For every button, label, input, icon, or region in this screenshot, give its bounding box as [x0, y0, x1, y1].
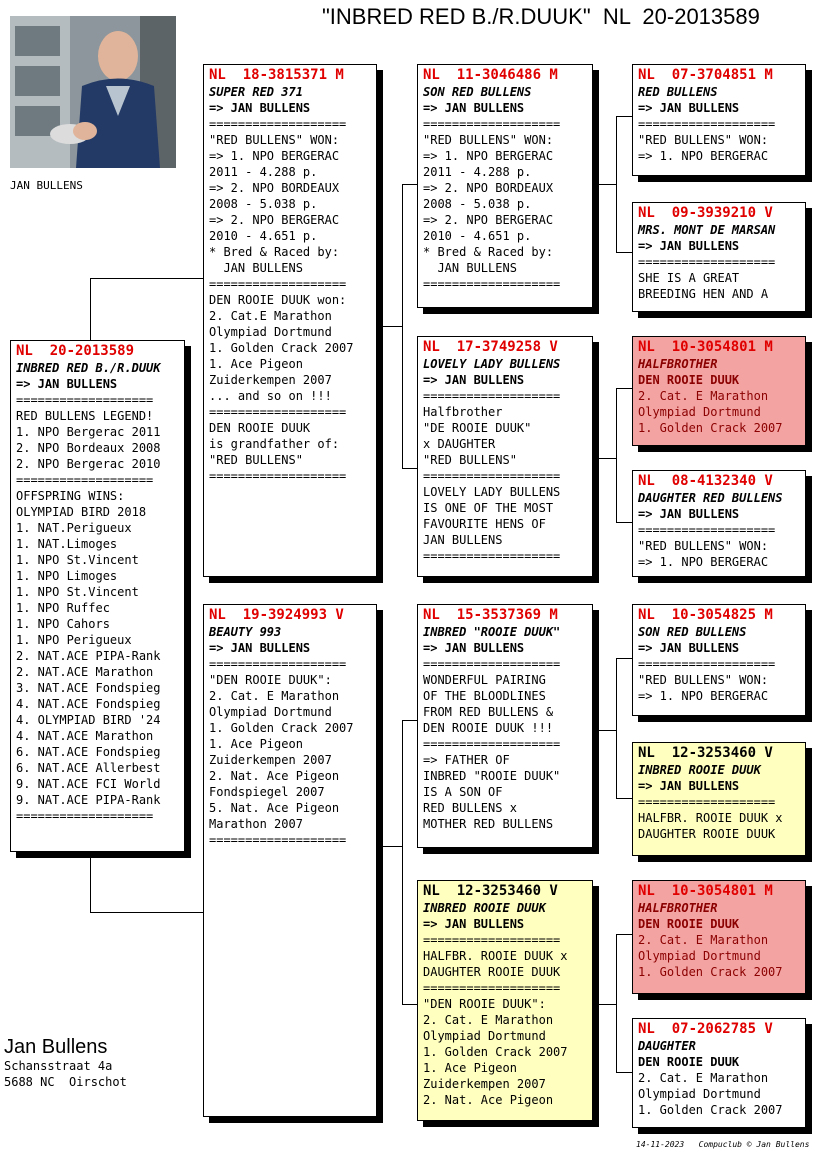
connector-line — [592, 184, 617, 185]
info-line: =================== — [209, 657, 347, 671]
info-line: 9. NAT.ACE FCI World — [16, 777, 161, 791]
info-line: JAN BULLENS — [423, 533, 503, 547]
info-line: Olympiad Dortmund — [209, 705, 332, 719]
connector-line — [616, 388, 617, 522]
ring-number: NL 20-2013589 — [16, 343, 135, 359]
pigeon-name: RED BULLENS — [638, 85, 718, 99]
info-line: 2008 - 5.038 p. — [209, 197, 318, 211]
owner-line: => JAN BULLENS — [638, 641, 740, 655]
info-line: 1. Golden Crack 2007 — [423, 1045, 568, 1059]
info-line: =================== — [638, 657, 776, 671]
info-line: is grandfather of: — [209, 437, 340, 451]
info-line: =================== — [209, 117, 347, 131]
ring-number: NL 07-2062785 V — [638, 1021, 773, 1037]
info-line: 2. Nat. Ace Pigeon — [423, 1093, 554, 1107]
info-line: =================== — [638, 255, 776, 269]
info-line: DEN ROOIE DUUK won: — [209, 293, 347, 307]
info-line: =================== — [423, 737, 561, 751]
info-line: 3. NAT.ACE Fondspieg — [16, 681, 161, 695]
info-line: JAN BULLENS — [423, 261, 517, 275]
info-line: 1. NAT.Limoges — [16, 537, 118, 551]
ring-number: NL 12-3253460 V — [423, 883, 558, 899]
info-line: * Bred & Raced by: — [209, 245, 340, 259]
info-line: 1. NPO Perigueux — [16, 633, 132, 647]
pigeon-card-dss[interactable] — [632, 604, 806, 716]
info-line: 2. Cat. E Marathon — [638, 389, 769, 403]
breeder-photo-image — [10, 16, 176, 168]
connector-line — [402, 1004, 418, 1005]
info-line: =================== — [209, 277, 347, 291]
owner-line: => JAN BULLENS — [638, 507, 740, 521]
pigeon-card-subject[interactable] — [10, 340, 185, 852]
owner-line: => JAN BULLENS — [209, 101, 311, 115]
pigeon-card-sds[interactable] — [632, 336, 806, 446]
info-line: Marathon 2007 — [209, 817, 303, 831]
pigeon-name: SON RED BULLENS — [638, 625, 747, 639]
ring-number: NL 18-3815371 M — [209, 67, 344, 83]
info-line: 2. Cat. E Marathon — [209, 689, 340, 703]
info-line: 1. NPO St.Vincent — [16, 585, 139, 599]
info-line: "DEN ROOIE DUUK": — [423, 997, 546, 1011]
info-line: DEN ROOIE DUUK !!! — [423, 721, 554, 735]
pigeon-name: DAUGHTER — [638, 1039, 696, 1053]
connector-line — [376, 846, 403, 847]
breeder-name: Jan Bullens — [4, 1036, 108, 1058]
pigeon-name: MRS. MONT DE MARSAN — [638, 223, 776, 237]
info-line: 1. Golden Crack 2007 — [209, 721, 354, 735]
info-line: BREEDING HEN AND A — [638, 287, 769, 301]
pigeon-name: LOVELY LADY BULLENS — [423, 357, 561, 371]
connector-line — [402, 720, 418, 721]
connector-line — [616, 116, 632, 117]
info-line: 6. NAT.ACE Fondspieg — [16, 745, 161, 759]
info-line: => 2. NPO BORDEAUX — [423, 181, 554, 195]
info-line: =================== — [423, 469, 561, 483]
owner-line: => JAN BULLENS — [638, 101, 740, 115]
connector-line — [402, 468, 418, 469]
connector-line — [616, 658, 617, 798]
info-line: WONDERFUL PAIRING — [423, 673, 546, 687]
breeder-info — [4, 1036, 127, 1090]
connector-line — [616, 934, 617, 1072]
info-line: =================== — [638, 523, 776, 537]
info-line: "RED BULLENS" — [209, 453, 303, 467]
info-line: 2. Nat. Ace Pigeon — [209, 769, 340, 783]
info-line: Halfbrother — [423, 405, 503, 419]
pigeon-name: INBRED "ROOIE DUUK" — [423, 625, 561, 639]
info-line: Olympiad Dortmund — [638, 949, 761, 963]
pigeon-card-dam-sire[interactable] — [417, 604, 593, 848]
owner-line: => JAN BULLENS — [16, 377, 118, 391]
pigeon-subtitle: DEN ROOIE DUUK — [638, 917, 740, 931]
info-line: => 1. NPO BERGERAC — [638, 555, 769, 569]
info-line: 4. NAT.ACE Fondspieg — [16, 697, 161, 711]
info-line: =================== — [209, 833, 347, 847]
pigeon-name: SUPER RED 371 — [209, 85, 303, 99]
info-line: "RED BULLENS" WON: — [638, 133, 769, 147]
ring-number: NL 19-3924993 V — [209, 607, 344, 623]
pigeon-name: HALFBROTHER — [638, 357, 718, 371]
pigeon-card-sire[interactable] — [203, 64, 377, 577]
info-line: =================== — [16, 809, 154, 823]
info-line: "DE ROOIE DUUK" — [423, 421, 532, 435]
info-line: DAUGHTER ROOIE DUUK — [638, 827, 776, 841]
info-line: ... and so on !!! — [209, 389, 332, 403]
info-line: => FATHER OF — [423, 753, 510, 767]
info-line: Zuiderkempen 2007 — [209, 753, 332, 767]
info-line: DAUGHTER ROOIE DUUK — [423, 965, 561, 979]
info-line: 1. NPO St.Vincent — [16, 553, 139, 567]
pigeon-card-sire-sire[interactable] — [417, 64, 593, 308]
info-line: "DEN ROOIE DUUK": — [209, 673, 332, 687]
pigeon-name: BEAUTY 993 — [209, 625, 282, 639]
info-line: DEN ROOIE DUUK — [209, 421, 311, 435]
pigeon-card-sire-dam[interactable] — [417, 336, 593, 577]
info-line: =================== — [423, 981, 561, 995]
info-line: SHE IS A GREAT — [638, 271, 740, 285]
info-line: Olympiad Dortmund — [423, 1029, 546, 1043]
info-line: HALFBR. ROOIE DUUK x — [423, 949, 568, 963]
owner-line: => JAN BULLENS — [423, 917, 525, 931]
info-line: 2. Cat. E Marathon — [638, 933, 769, 947]
photo-caption: JAN BULLENS — [10, 179, 83, 192]
info-line: OFFSPRING WINS: — [16, 489, 125, 503]
connector-line — [592, 458, 617, 459]
ring-number: NL 10-3054801 M — [638, 339, 773, 355]
info-line: =================== — [16, 473, 154, 487]
pigeon-name: DAUGHTER RED BULLENS — [638, 491, 783, 505]
footer-date: 14-11-2023 — [636, 1140, 685, 1149]
info-line: 6. NAT.ACE Allerbest — [16, 761, 161, 775]
info-line: MOTHER RED BULLENS — [423, 817, 554, 831]
info-line: LOVELY LADY BULLENS — [423, 485, 561, 499]
info-line: =================== — [423, 549, 561, 563]
pigeon-name: SON RED BULLENS — [423, 85, 532, 99]
info-line: =================== — [638, 117, 776, 131]
info-line: 1. NPO Bergerac 2011 — [16, 425, 161, 439]
info-line: OF THE BLOODLINES — [423, 689, 546, 703]
connector-line — [616, 658, 632, 659]
info-line: 2. Cat.E Marathon — [209, 309, 332, 323]
info-line: 1. Golden Crack 2007 — [638, 965, 783, 979]
info-line: "RED BULLENS" WON: — [423, 133, 554, 147]
owner-line: => JAN BULLENS — [423, 101, 525, 115]
footer — [636, 1140, 809, 1149]
connector-line — [592, 1004, 617, 1005]
breeder-city: 5688 NC Oirschot — [4, 1075, 127, 1089]
info-line: 4. NAT.ACE Marathon — [16, 729, 154, 743]
info-line: 1. NPO Ruffec — [16, 601, 110, 615]
info-line: => 1. NPO BERGERAC — [209, 149, 340, 163]
info-line: 1. NPO Cahors — [16, 617, 110, 631]
connector-line — [402, 720, 403, 1004]
connector-line — [90, 850, 91, 912]
info-line: IS A SON OF — [423, 785, 503, 799]
connector-line — [616, 1072, 632, 1073]
pigeon-card-dam[interactable] — [203, 604, 377, 1117]
info-line: FROM RED BULLENS & — [423, 705, 554, 719]
info-line: INBRED "ROOIE DUUK" — [423, 769, 561, 783]
ring-number: NL 10-3054825 M — [638, 607, 773, 623]
pigeon-card-ssd[interactable] — [632, 202, 806, 312]
info-line: "RED BULLENS" — [423, 453, 517, 467]
info-line: 1. Golden Crack 2007 — [209, 341, 354, 355]
connector-line — [592, 730, 617, 731]
info-line: JAN BULLENS — [209, 261, 303, 275]
info-line: 1. Golden Crack 2007 — [638, 1103, 783, 1117]
info-line: =================== — [209, 469, 347, 483]
info-line: 2. NAT.ACE PIPA-Rank — [16, 649, 161, 663]
info-line: Olympiad Dortmund — [638, 1087, 761, 1101]
info-line: 2008 - 5.038 p. — [423, 197, 532, 211]
info-line: =================== — [423, 389, 561, 403]
info-line: "RED BULLENS" WON: — [638, 673, 769, 687]
info-line: =================== — [16, 393, 154, 407]
page-title: "INBRED RED B./R.DUUK" NL 20-2013589 — [322, 4, 760, 29]
info-line: =================== — [209, 405, 347, 419]
info-line: 4. OLYMPIAD BIRD '24 — [16, 713, 161, 727]
ring-number: NL 09-3939210 V — [638, 205, 773, 221]
pigeon-name: HALFBROTHER — [638, 901, 718, 915]
info-line: 1. Ace Pigeon — [209, 357, 303, 371]
ring-number: NL 15-3537369 M — [423, 607, 558, 623]
info-line: 2011 - 4.288 p. — [209, 165, 318, 179]
info-line: 9. NAT.ACE PIPA-Rank — [16, 793, 161, 807]
info-line: * Bred & Raced by: — [423, 245, 554, 259]
owner-line: => JAN BULLENS — [638, 239, 740, 253]
info-line: => 2. NPO BORDEAUX — [209, 181, 340, 195]
pigeon-card-dsd[interactable] — [632, 742, 806, 856]
info-line: RED BULLENS LEGEND! — [16, 409, 154, 423]
breeder-photo — [10, 16, 176, 168]
info-line: "RED BULLENS" WON: — [209, 133, 340, 147]
info-line: 2010 - 4.651 p. — [209, 229, 318, 243]
owner-line: => JAN BULLENS — [423, 373, 525, 387]
pigeon-subtitle: DEN ROOIE DUUK — [638, 1055, 740, 1069]
ring-number: NL 11-3046486 M — [423, 67, 558, 83]
ring-number: NL 07-3704851 M — [638, 67, 773, 83]
info-line: RED BULLENS x — [423, 801, 517, 815]
info-line: 1. Golden Crack 2007 — [638, 421, 783, 435]
info-line: =================== — [638, 795, 776, 809]
info-line: => 2. NPO BERGERAC — [209, 213, 340, 227]
pigeon-subtitle: DEN ROOIE DUUK — [638, 373, 740, 387]
info-line: Zuiderkempen 2007 — [423, 1077, 546, 1091]
ring-number: NL 12-3253460 V — [638, 745, 773, 761]
info-line: =================== — [423, 277, 561, 291]
pigeon-name: INBRED ROOIE DUUK — [423, 901, 546, 915]
info-line: OLYMPIAD BIRD 2018 — [16, 505, 147, 519]
breeder-street: Schansstraat 4a — [4, 1059, 113, 1073]
pigeon-card-dds[interactable] — [632, 880, 806, 994]
info-line: Olympiad Dortmund — [209, 325, 332, 339]
pigeon-card-sss[interactable] — [632, 64, 806, 176]
info-line: 2. NAT.ACE Marathon — [16, 665, 154, 679]
connector-line — [402, 184, 418, 185]
info-line: => 1. NPO BERGERAC — [423, 149, 554, 163]
info-line: IS ONE OF THE MOST — [423, 501, 554, 515]
connector-line — [616, 798, 632, 799]
ring-number: NL 17-3749258 V — [423, 339, 558, 355]
pigeon-card-dam-dam[interactable] — [417, 880, 593, 1121]
info-line: =================== — [423, 657, 561, 671]
info-line: Olympiad Dortmund — [638, 405, 761, 419]
pigeon-name: INBRED RED B./R.DUUK — [16, 361, 161, 375]
pigeon-name: INBRED ROOIE DUUK — [638, 763, 761, 777]
info-line: 2. Cat. E Marathon — [638, 1071, 769, 1085]
info-line: 5. Nat. Ace Pigeon — [209, 801, 340, 815]
footer-credit: Compuclub © Jan Bullens — [698, 1140, 810, 1149]
info-line: "RED BULLENS" WON: — [638, 539, 769, 553]
pigeon-card-ddd[interactable] — [632, 1018, 806, 1128]
info-line: =================== — [423, 117, 561, 131]
ring-number: NL 10-3054801 M — [638, 883, 773, 899]
info-line: 1. NAT.Perigueux — [16, 521, 132, 535]
info-line: => 1. NPO BERGERAC — [638, 689, 769, 703]
connector-line — [616, 522, 632, 523]
info-line: FAVOURITE HENS OF — [423, 517, 546, 531]
info-line: 2. Cat. E Marathon — [423, 1013, 554, 1027]
owner-line: => JAN BULLENS — [638, 779, 740, 793]
info-line: =================== — [423, 933, 561, 947]
info-line: HALFBR. ROOIE DUUK x — [638, 811, 783, 825]
pigeon-card-sdd[interactable] — [632, 470, 806, 577]
info-line: Zuiderkempen 2007 — [209, 373, 332, 387]
info-line: 1. NPO Limoges — [16, 569, 118, 583]
ring-number: NL 08-4132340 V — [638, 473, 773, 489]
info-line: 2. NPO Bordeaux 2008 — [16, 441, 161, 455]
connector-line — [90, 278, 91, 340]
connector-line — [616, 388, 632, 389]
connector-line — [90, 278, 204, 279]
connector-line — [616, 934, 632, 935]
owner-line: => JAN BULLENS — [423, 641, 525, 655]
info-line: 2. NPO Bergerac 2010 — [16, 457, 161, 471]
info-line: 2010 - 4.651 p. — [423, 229, 532, 243]
info-line: 2011 - 4.288 p. — [423, 165, 532, 179]
owner-line: => JAN BULLENS — [209, 641, 311, 655]
info-line: x DAUGHTER — [423, 437, 496, 451]
connector-line — [616, 252, 632, 253]
connector-line — [90, 912, 204, 913]
connector-line — [376, 326, 403, 327]
info-line: => 2. NPO BERGERAC — [423, 213, 554, 227]
info-line: => 1. NPO BERGERAC — [638, 149, 769, 163]
info-line: 1. Ace Pigeon — [423, 1061, 517, 1075]
info-line: 1. Ace Pigeon — [209, 737, 303, 751]
info-line: Fondspiegel 2007 — [209, 785, 325, 799]
